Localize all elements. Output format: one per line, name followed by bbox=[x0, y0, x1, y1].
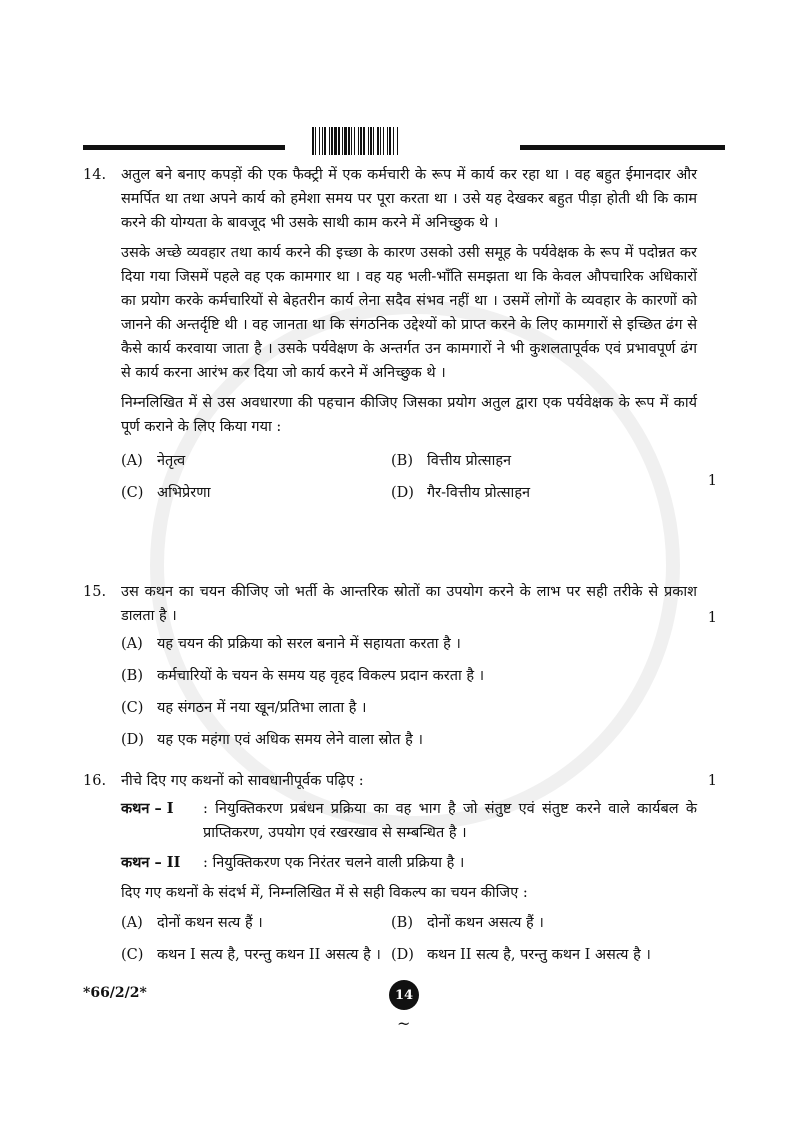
header-rule-right bbox=[520, 145, 725, 150]
question-prompt: उस कथन का चयन कीजिए जो भर्ती के आन्तरिक स्रोतों का उपयोग करने के लाभ पर सही तरीके से प्रकाश डालता है । bbox=[121, 584, 697, 624]
marks: 1 bbox=[707, 773, 717, 789]
option-a[interactable] bbox=[121, 449, 391, 473]
options-list bbox=[121, 632, 697, 752]
question-number: 15. bbox=[83, 584, 107, 600]
option-label: (C) bbox=[121, 700, 144, 716]
option-label: (D) bbox=[391, 947, 414, 963]
option-label: (B) bbox=[391, 453, 413, 469]
question-prompt: नीचे दिए गए कथनों को सावधानीपूर्वक पढ़िए : bbox=[121, 773, 364, 789]
statement-text: : नियुक्तिकरण प्रबंधन प्रक्रिया का वह भाग है जो संतुष्ट एवं संतुष्ट करने वाले कार्यबल के प्राप्तिकरण, उपयोग एवं रखरखाव से सम्बन्धित है । bbox=[203, 801, 697, 841]
option-label: (D) bbox=[121, 732, 144, 748]
question-paragraph: उसके अच्छे व्यवहार तथा कार्य करने की इच्छा के कारण उसको उसी समूह के पर्यवेक्षक के रूप में पदोन्नत कर दिया गया जिसमें पहले वह एक कामगार था । वह यह भली-भाँति समझता था कि केवल औपचारिक अधिकारों का प्रयोग करके कर्मचारियों से बेहतरीन कार्य लेना सदैव संभव नहीं था । उसमें लोगों के व्यवहार के कारणों को जानने की अन्तर्दृष्टि थी । वह जानता था कि संगठनिक उद्देश्यों को प्राप्त करने के लिए कामगारों से इच्छित ढंग से कैसे कार्य करवाया जाता है । उसके पर्यवेक्षण के अन्तर्गत उन कामगारों ने भी कुशलतापूर्वक एवं प्रभावपूर्ण ढंग से कार्य करना आरंभ कर दिया जो कार्य करने में अनिच्छुक थे । bbox=[121, 245, 697, 381]
question-number: 16. bbox=[83, 773, 107, 789]
option-text: कर्मचारियों के चयन के समय यह वृहद विकल्प प्रदान करता है । bbox=[157, 668, 485, 684]
options-grid bbox=[121, 449, 697, 505]
marks: 1 bbox=[707, 610, 717, 626]
option-text: यह संगठन में नया खून/प्रतिभा लाता है । bbox=[157, 700, 367, 716]
option-text: यह चयन की प्रक्रिया को सरल बनाने में सहायता करता है । bbox=[157, 636, 461, 652]
option-d[interactable] bbox=[391, 481, 691, 505]
header-rule-left bbox=[83, 145, 285, 150]
option-text: नेतृत्व bbox=[157, 453, 186, 469]
option-d[interactable] bbox=[391, 943, 701, 967]
question-instruction: दिए गए कथनों के संदर्भ में, निम्नलिखित में से सही विकल्प का चयन कीजिए : bbox=[121, 885, 528, 901]
option-a[interactable] bbox=[121, 632, 697, 656]
options-grid bbox=[121, 911, 697, 967]
option-c[interactable] bbox=[121, 481, 391, 505]
option-d[interactable] bbox=[121, 728, 697, 752]
statement-text: : नियुक्तिकरण एक निरंतर चलने वाली प्रक्रिया है । bbox=[203, 855, 465, 871]
option-label: (A) bbox=[121, 453, 143, 469]
question-prompt: निम्नलिखित में से उस अवधारणा की पहचान कीजिए जिसका प्रयोग अतुल द्वारा एक पर्यवेक्षक के रूप में कार्य पूर्ण कराने के लिए किया गया : bbox=[121, 395, 697, 435]
option-text: दोनों कथन सत्य हैं । bbox=[157, 915, 263, 931]
barcode bbox=[312, 127, 490, 155]
option-text: गैर-वित्तीय प्रोत्साहन bbox=[427, 485, 531, 501]
option-text: वित्तीय प्रोत्साहन bbox=[427, 453, 512, 469]
question-14 bbox=[83, 163, 723, 505]
option-label: (B) bbox=[391, 915, 413, 931]
question-paragraph: अतुल बने बनाए कपड़ों की एक फैक्ट्री में एक कर्मचारी के रूप में कार्य कर रहा था । वह बहुत ईमानदार और समर्पित था तथा अपने कार्य को हमेशा समय पर पूरा करता था । उसे यह देखकर बहुत पीड़ा होती थी कि काम करने की योग्यता के बावजूद भी उसके साथी काम करने में अनिच्छुक थे । bbox=[121, 167, 697, 231]
marks: 1 bbox=[707, 473, 717, 489]
option-label: (C) bbox=[121, 485, 144, 501]
statement-label: कथन – II bbox=[121, 854, 181, 871]
option-a[interactable] bbox=[121, 911, 391, 935]
statement-1 bbox=[121, 797, 697, 845]
paper-code: *66/2/2* bbox=[83, 985, 147, 1001]
option-c[interactable] bbox=[121, 943, 391, 967]
option-b[interactable] bbox=[391, 911, 701, 935]
option-text: दोनों कथन असत्य हैं । bbox=[427, 915, 544, 931]
option-label: (C) bbox=[121, 947, 144, 963]
option-label: (A) bbox=[121, 915, 143, 931]
option-text: कथन I सत्य है, परन्तु कथन II असत्य है । bbox=[157, 947, 381, 963]
option-text: यह एक महंगा एवं अधिक समय लेने वाला स्रोत है । bbox=[157, 732, 423, 748]
option-label: (A) bbox=[121, 636, 143, 652]
statement-label: कथन – I bbox=[121, 800, 174, 817]
page-tilde: ~ bbox=[397, 1014, 411, 1033]
statement-2 bbox=[121, 851, 697, 875]
option-b[interactable] bbox=[121, 664, 697, 688]
option-text: कथन II सत्य है, परन्तु कथन I असत्य है । bbox=[427, 947, 651, 963]
option-text: अभिप्रेरणा bbox=[157, 485, 211, 501]
option-label: (D) bbox=[391, 485, 414, 501]
question-number: 14. bbox=[83, 167, 107, 183]
question-15 bbox=[83, 580, 723, 760]
page-number: 14 bbox=[389, 980, 419, 1010]
option-c[interactable] bbox=[121, 696, 697, 720]
option-label: (B) bbox=[121, 668, 143, 684]
option-b[interactable] bbox=[391, 449, 691, 473]
question-16 bbox=[83, 769, 723, 967]
